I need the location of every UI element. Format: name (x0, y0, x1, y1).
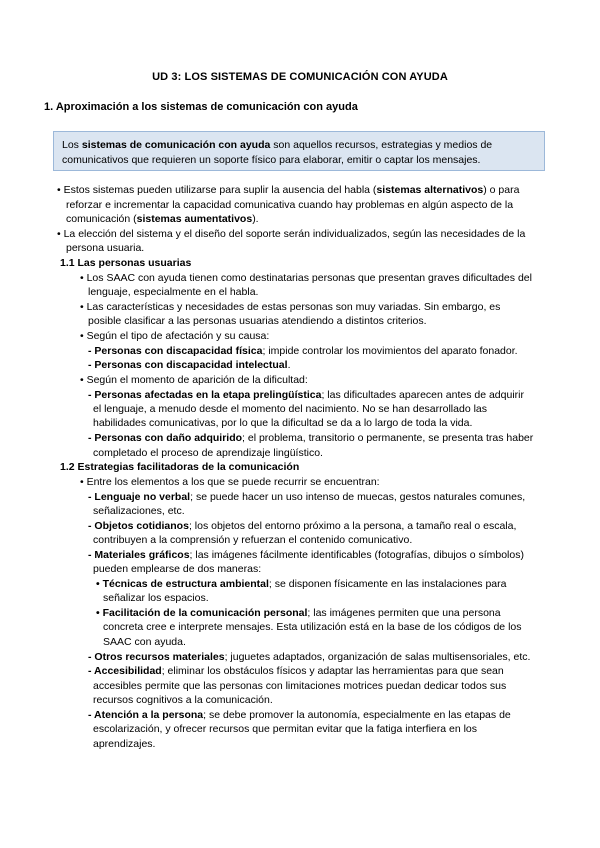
sub-item-cont: el lenguaje, a menudo desde el momento del nacimiento. No se han desarrollado las (93, 403, 487, 415)
text-run: ; se debe promover la autonomía, especialmente en las etapas de (203, 709, 511, 721)
sub-item (88, 388, 524, 402)
section-1-heading: 1. Aproximación a los sistemas de comunicación con ayuda (44, 101, 358, 113)
p2-line-2: persona usuaria. (66, 242, 145, 254)
text-run: ; se disponen físicamente en las instalaciones para (268, 578, 507, 590)
list-item-cont: lenguaje, especialmente en el habla. (88, 286, 259, 298)
text-run: • Estos sistemas pueden utilizarse para suplir la ausencia del habla ( (57, 184, 377, 196)
definition-line-2: comunicativos que requieren un soporte físico para elaborar, emitir o captar los mensajes. (62, 154, 481, 166)
list-item: • Según el tipo de afectación y su causa: (80, 330, 270, 342)
text-run: ; los objetos del entorno próximo a la persona, a tamaño real o escala, (188, 520, 517, 532)
sub-item (88, 519, 516, 533)
bold-term: - Objetos cotidianos (88, 520, 189, 532)
text-run: son aquellos recursos, estrategias y medios de (270, 139, 493, 151)
bold-term: - Personas con discapacidad intelectual (88, 359, 288, 371)
p2-line-1: • La elección del sistema y el diseño del soporte serán individualizados, según las necesidades de la (57, 228, 526, 240)
sub-sub-item-cont: concreta cree e interprete mensajes. Esta utilización está en la base de los códigos de los (103, 621, 522, 633)
sub-sub-item-cont: SAAC con ayuda. (103, 636, 186, 648)
definition-line-1 (62, 138, 536, 153)
section-1-1-heading: 1.1 Las personas usuarias (60, 257, 192, 269)
sub-item (88, 664, 504, 678)
bold-term: sistemas de comunicación con ayuda (81, 139, 271, 151)
bold-term: • Técnicas de estructura ambiental (96, 578, 269, 590)
bold-term: - Personas con discapacidad física (88, 345, 263, 357)
sub-item (88, 344, 518, 358)
text-run: Los (62, 139, 82, 151)
text-run: ) o para (483, 184, 520, 196)
text-run: ; el problema, transitorio o permanente, se presenta tras haber (242, 432, 534, 444)
bold-term: - Materiales gráficos (88, 549, 190, 561)
sub-item-cont: habilidades comunicativas, por lo que la dificultad se da a lo largo de toda la vida. (93, 417, 473, 429)
bold-term: - Lenguaje no verbal (88, 491, 191, 503)
list-item: • Las características y necesidades de estas personas son muy variadas. Sin embargo, es (80, 301, 501, 313)
sub-sub-item-cont: señalizar los espacios. (103, 592, 209, 604)
bold-term: - Atención a la persona (88, 709, 204, 721)
sub-item (88, 708, 511, 722)
sub-sub-item (96, 606, 501, 620)
text-run: ; las imágenes permiten que una persona (307, 607, 501, 619)
list-item: • Entre los elementos a los que se puede recurrir se encuentran: (80, 476, 380, 488)
p1-line-3 (66, 212, 259, 226)
text-run: ). (252, 213, 259, 225)
sub-item (88, 548, 524, 562)
text-run: ; las dificultades aparecen antes de adquirir (321, 389, 524, 401)
sub-item-cont: accesibles permite que las personas con limitaciones motrices puedan dedicar todos sus (93, 680, 507, 692)
text-run: ; se puede hacer un uso intenso de muecas, gestos naturales comunes, (190, 491, 526, 503)
page-title: UD 3: LOS SISTEMAS DE COMUNICACIÓN CON AYUDA (152, 71, 448, 83)
sub-item-cont: recursos cognitivos a la comunicación. (93, 694, 273, 706)
sub-item-cont: pueden emplearse de dos maneras: (93, 563, 262, 575)
sub-item (88, 431, 533, 445)
sub-item (88, 358, 291, 372)
bold-term: - Accesibilidad (88, 665, 162, 677)
bold-term: sistemas alternativos (376, 184, 484, 196)
sub-item-cont: completado el proceso de aprendizaje lingüístico. (93, 447, 323, 459)
sub-item-cont: contribuyen a la comprensión y refuerzan el contenido comunicativo. (93, 534, 413, 546)
sub-item-cont: señalizaciones, etc. (93, 505, 185, 517)
definition-box (53, 131, 545, 171)
section-1-2-heading: 1.2 Estrategias facilitadoras de la comunicación (60, 461, 300, 473)
list-item: • Según el momento de aparición de la dificultad: (80, 374, 308, 386)
p1-line-2: reforzar e incrementar la capacidad comunicativa cuando hay problemas en algún aspecto de la (66, 199, 514, 211)
text-run: . (287, 359, 291, 371)
sub-item (88, 650, 530, 664)
bold-term: sistemas aumentativos (136, 213, 253, 225)
bold-term: - Personas afectadas en la etapa prelingüística (88, 389, 322, 401)
bold-term: - Personas con daño adquirido (88, 432, 243, 444)
list-item-cont: posible clasificar a las personas usuarias atendiendo a distintos criterios. (88, 315, 427, 327)
text-run: comunicación ( (66, 213, 137, 225)
text-run: ; impide controlar los movimientos del aparato fonador. (262, 345, 518, 357)
bold-term: - Otros recursos materiales (88, 651, 225, 663)
sub-sub-item (96, 577, 506, 591)
text-run: ; las imágenes fácilmente identificables (fotografías, dibujos o símbolos) (189, 549, 524, 561)
sub-item (88, 490, 525, 504)
sub-item-cont: aprendizajes. (93, 738, 156, 750)
text-run: ; eliminar los obstáculos físicos y adaptar las herramientas para que sean (161, 665, 504, 677)
list-item: • Los SAAC con ayuda tienen como destinatarias personas que presentan graves dificultades del (80, 272, 532, 284)
sub-item-cont: escolarización, y ofrecer recursos que permitan evitar que la fatiga interfiera en los (93, 723, 478, 735)
p1-line-1 (57, 183, 519, 197)
text-run: ; juguetes adaptados, organización de salas multisensoriales, etc. (224, 651, 531, 663)
bold-term: • Facilitación de la comunicación personal (96, 607, 308, 619)
